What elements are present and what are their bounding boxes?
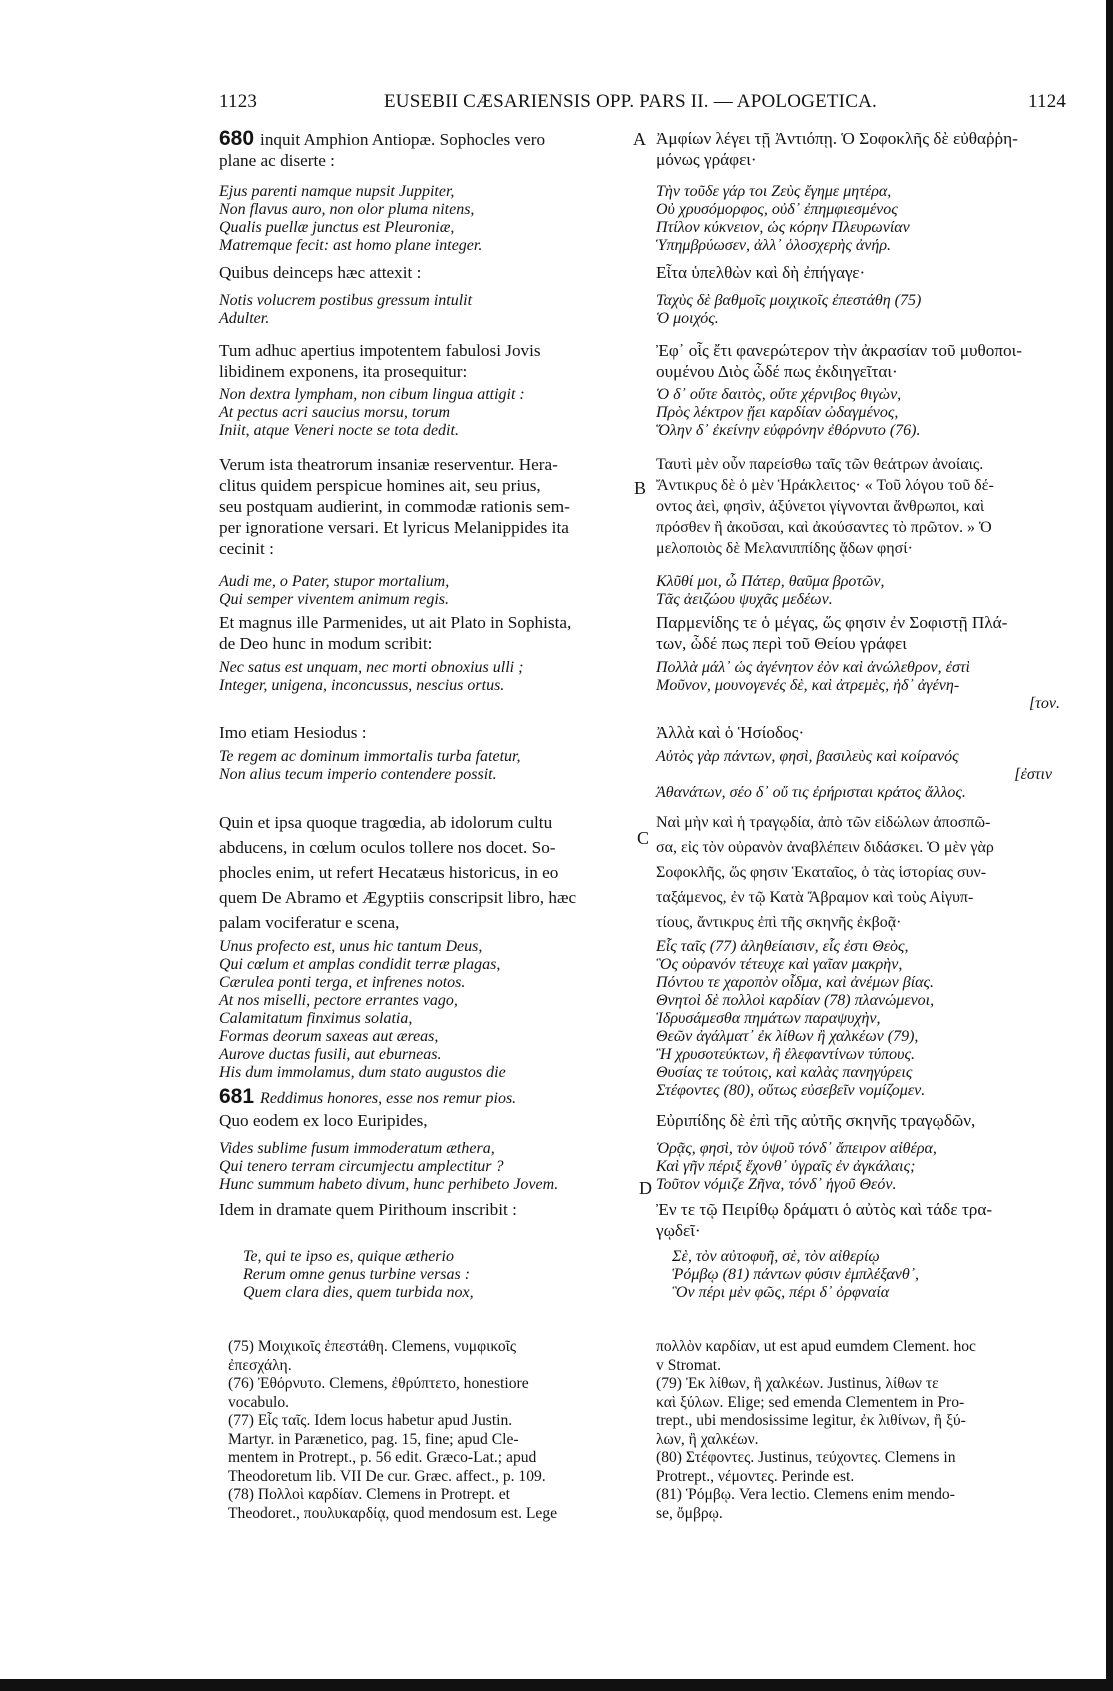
greek-verse-line: Ὑπημβρύωσεν, ἀλλ᾽ ὁλοσχερὴς ἀνήρ. [656,237,892,254]
greek-verse-line: Ἀθανάτων, σέο δ᾽ οὔ τις ἐρήρισται κράτος ἄλλος. [656,784,966,801]
greek-verse-line: Τᾶς ἀειζώου ψυχᾶς μεδέων. [656,591,833,608]
greek-verse-line: Ὃς οὐρανόν τέτευχε καὶ γαῖαν μακρὴν, [656,956,903,973]
latin-verse-line: Calamitatum finximus solatia, [219,1010,413,1027]
latin-block-2 [219,262,629,283]
latin-verse-line: At pectus acri saucius morsu, torum [219,404,451,421]
latin-verse-line: Ejus parenti namque nupsit Juppiter, [219,183,455,200]
latin-verse-line: Formas deorum saxeas aut æreas, [219,1028,439,1045]
latin-line: Et magnus ille Parmenides, ut ait Plato in Sophista, [219,613,572,632]
latin-verse-line: Cærulea ponti terga, et infrenes notos. [219,974,466,991]
greek-line: ταξάμενος, ἐν τῷ Κατὰ Ἄβραμον καὶ τοὺς Αἰγυπ- [656,889,974,906]
latin-verse-9 [243,1248,653,1302]
margin-letter-c: C [637,828,650,848]
footnote-line: se, ὄμβρῳ. [656,1504,723,1522]
latin-verse-line: Notis volucrem postibus gressum intulit [219,292,473,309]
latin-verse-line: Non flavus auro, non olor pluma nitens, [219,201,475,218]
greek-verse-line: Μοῦνον, μουνογενές δὲ, καὶ ἀτρεμὲς, ἠδ᾽ ἀγένη- [656,677,960,694]
greek-block-1 [656,128,1072,170]
latin-line: palam vociferatur e scena, [219,913,400,932]
greek-line: Ναὶ μὴν καὶ ἡ τραγῳδία, ἀπὸ τῶν εἰδώλων ἀποσπῶ- [656,814,991,831]
latin-verse-2 [219,292,629,328]
greek-line: ουμένου Διὸς ὧδέ πως ἐκδιηγεῖται· [656,362,898,381]
greek-verse-line: Στέφοντες (80), οὕτως εὐσεβεῖν νομίζομεν. [656,1082,926,1099]
latin-verse-line: Hunc summum habeto divum, hunc perhibeto Jovem. [219,1176,559,1193]
greek-verse-line: Σὲ, τὸν αὐτοφυῆ, σὲ, τὸν αἰθερίῳ [672,1248,880,1265]
greek-line: μελοποιὸς δὲ Μελανιππίδης ᾄδων φησί· [656,540,913,557]
latin-verse-line: Rerum omne genus turbine versas : [243,1266,471,1283]
latin-verse-line: Non dextra lympham, non cibum lingua attigit : [219,386,525,403]
footnote-line: mentem in Protrept., p. 56 edit. Græco-Lat.; apud [228,1449,537,1466]
latin-line: libidinem exponens, ita prosequitur: [219,362,468,381]
greek-block-2 [656,262,1072,283]
scan-edge-bottom [0,1679,1113,1691]
latin-verse-3 [219,386,629,440]
greek-verse-3 [656,386,1072,440]
greek-verse-line: Οὐ χρυσόμορφος, οὐδ᾽ ἐπημφιεσμένος [656,201,898,218]
greek-verse-line: Πτίλον κύκνειον, ὡς κόρην Πλευρωνίαν [656,219,910,236]
latin-block-6 [219,722,629,743]
greek-verse-line: Ὁρᾷς, φησὶ, τὸν ὑψοῦ τόνδ᾽ ἄπειρον αἰθέρα, [656,1140,937,1157]
greek-verse-9 [672,1248,1088,1302]
greek-verse-line: Ἱδρυσάμεσθα πημάτων παραψυχὴν, [656,1010,881,1027]
latin-verse-line: Reddimus honores, esse nos remur pios. [260,1090,517,1107]
greek-line: οντος ἀεὶ, φησὶν, ἀξύνετοι γίγνονται ἄνθρωποι, καὶ [656,498,985,515]
footnote-line: (81) Ῥόμβῳ. Vera lectio. Clemens enim mendo- [656,1486,955,1503]
latin-verse-line: Integer, unigena, inconcussus, nescius ortus. [219,677,505,694]
column-number-681: 681 [219,1085,255,1108]
greek-verse-line: Ταχὺς δὲ βαθμοῖς μοιχικοῖς ἐπεστάθη (75) [656,292,922,309]
greek-line: Ἄντικρυς δὲ ὁ μὲν Ἡράκλειτος· « Τοῦ λόγου τοῦ δέ- [656,477,994,494]
latin-line: Quo eodem ex loco Euripides, [219,1111,428,1130]
footnote-line: Theodoretum lib. VII De cur. Græc. affect., p. 109. [228,1467,546,1485]
greek-verse-line: Θνητοὶ δὲ πολλοὶ καρδίαν (78) πλανώμενοι, [656,992,935,1009]
footnote-line: Theodoret., πουλυκαρδίᾳ, quod mendosum est. Lege [228,1504,558,1522]
latin-verse-5 [219,659,629,695]
footnote-line: καὶ ξύλων. Elige; sed emenda Clementem in Pro- [656,1393,965,1411]
greek-line: Παρμενίδης τε ὁ μέγας, ὥς φησιν ἐν Σοφιστῇ Πλά- [656,613,1008,632]
latin-verse-line: At nos miselli, pectore errantes vago, [219,992,458,1009]
latin-line: cecinit : [219,539,274,558]
latin-line: per ignoratione versari. Et lyricus Melanippides ita [219,518,569,537]
greek-verse-line: Ὁ δ᾽ οὔτε δαιτὸς, οὔτε χέρνιβος θιγὼν, [656,386,902,403]
greek-line: γῳδεῖ· [656,1221,701,1240]
greek-verse-line: Εἷς ταῖς (77) ἀληθείαισιν, εἷς ἐστι Θεὸς, [656,938,909,955]
footnote-line: (75) Μοιχικοῖς ἐπεστάθη. Clemens, νυμφικοῖς [228,1338,517,1355]
greek-verse-6 [656,748,1072,802]
scan-edge-right [1106,0,1113,1691]
greek-block-6 [656,722,1072,743]
latin-block-8 [219,1110,629,1131]
latin-line: Verum ista theatrorum insaniæ reserventur. Hera- [219,455,558,474]
latin-line: inquit Amphion Antiopæ. Sophocles vero [260,130,546,149]
latin-verse-line: Te, qui te ipso es, quique ætherio [243,1248,454,1265]
latin-block-3 [219,340,629,382]
footnote-line: λων, ἢ χαλκέων. [656,1430,759,1448]
latin-verse-7 [219,938,629,1082]
latin-verse-line: Non alius tecum imperio contendere possit. [219,766,497,783]
greek-verse-line: Ὅλην δ᾽ ἐκείνην εὐφρόνην ἐθόρνυτο (76). [656,422,921,439]
greek-verse-line: [τον. [1028,695,1060,712]
footnote-line: ἐπεσχάλη. [228,1356,292,1374]
footnote-line: (76) Ἐθόρνυτο. Clemens, ἐθρύπτετο, honestiore [228,1375,529,1392]
greek-verse-7 [656,938,1072,1100]
latin-line: de Deo hunc in modum scribit: [219,634,433,653]
greek-verse-line: Καὶ γῆν πέριξ ἔχονθ᾽ ὑγραῖς ἐν ἀγκάλαις; [656,1158,916,1175]
greek-block-3 [656,340,1072,382]
greek-block-8 [656,1110,1072,1131]
greek-verse-line: Τὴν τοῦδε γάρ τοι Ζεὺς ἔγημε μητέρα, [656,183,892,200]
margin-letter-b: B [634,478,647,498]
greek-line: Ἐφ᾽ οἷς ἔτι φανερώτερον τὴν ἀκρασίαν τοῦ μυθοποι- [656,341,1022,360]
greek-block-9 [656,1199,1072,1241]
greek-block-5 [656,612,1072,654]
greek-line: Ἐν τε τῷ Πειρίθῳ δράματι ὁ αὐτὸς καὶ τάδε τρα- [656,1200,993,1219]
greek-block-7 [656,810,1072,935]
latin-line: abducens, in cœlum oculos tollere nos docet. So- [219,838,556,857]
footnote-line: v Stromat. [656,1356,721,1374]
margin-letter-d: D [639,1178,652,1198]
greek-verse-line: Κλῦθί μοι, ὦ Πάτερ, θαῦμα βροτῶν, [656,573,885,590]
latin-block-4 [219,454,629,559]
footnote-line: Martyr. in Parænetico, pag. 15, fine; apud Cle- [228,1430,519,1448]
footnotes-right [656,1338,1066,1523]
latin-line: Imo etiam Hesiodus : [219,723,367,742]
latin-block-5 [219,612,629,654]
greek-verse-5 [656,659,1072,713]
latin-verse-line: Qualis puellæ junctus est Pleuroniæ, [219,219,455,236]
latin-block-9 [219,1199,629,1220]
greek-line: Εὐριπίδης δὲ ἐπὶ τῆς αὐτῆς σκηνῆς τραγῳδῶν, [656,1111,976,1130]
greek-line: πρόσθεν ἢ ἀκοῦσαι, καὶ ἀκούσαντες τὸ πρῶτον. » Ὁ [656,519,992,536]
latin-block-7 [219,810,629,935]
greek-verse-line: Πρὸς λέκτρον ᾔει καρδίαν ὠδαγμένος, [656,404,899,421]
greek-line: Ταυτὶ μὲν οὖν παρείσθω ταῖς τῶν θεάτρων ἀνοίαις. [656,456,984,473]
footnote-line: (80) Στέφοντες. Justinus, τεύχοντες. Clemens in [656,1449,956,1466]
running-title: EUSEBII CÆSARIENSIS OPP. PARS II. — APOLOGETICA. [384,91,877,112]
latin-verse-line: Qui cœlum et amplas condidit terræ plagas, [219,956,501,973]
latin-verse-line: Te regem ac dominum immortalis turba fatetur, [219,748,521,765]
footnote-line: trept., ubi mendosissime legitur, ἐκ λιθίνων, ἢ ξύ- [656,1412,966,1429]
latin-verse-line: Adulter. [219,310,270,327]
page-number-right: 1124 [1028,91,1067,112]
greek-verse-1 [656,183,1072,255]
latin-verse-line: Iniit, atque Veneri nocte se tota dedit. [219,422,459,439]
footnote-line: (78) Πολλοὶ καρδίαν. Clemens in Protrept. et [228,1486,510,1503]
latin-verse-line: Qui tenero terram circumjectu amplectitur ? [219,1158,504,1175]
greek-line: σα, εἰς τὸν οὐρανὸν ἀναβλέπειν διδάσκει. Ὁ μὲν γὰρ [656,839,994,856]
latin-verse-7-last [219,1086,629,1108]
latin-block-1 [219,128,629,171]
latin-line: phocles enim, ut refert Hecatæus historicus, in eo [219,863,559,882]
latin-line: Quibus deinceps hæc attexit : [219,263,422,282]
greek-verse-line: Θεῶν ἀγάλματ᾽ ἐκ λίθων ἢ χαλκέων (79), [656,1028,919,1045]
latin-line: Quin et ipsa quoque tragœdia, ab idolorum cultu [219,813,553,832]
latin-verse-line: Audi me, o Pater, stupor mortalium, [219,573,450,590]
greek-verse-line: Ὃν πέρι μὲν φῶς, πέρι δ᾽ ὀρφναία [672,1284,890,1301]
latin-line: seu postquam audierint, in commodæ rationis sem- [219,497,570,516]
greek-line: Ἀλλὰ καὶ ὁ Ἡσίοδος· [656,723,805,742]
greek-line: Εἶτα ὑπελθὼν καὶ δὴ ἐπήγαγε· [656,263,866,282]
latin-verse-4 [219,573,629,609]
greek-verse-2 [656,292,1072,328]
greek-line: Σοφοκλῆς, ὥς φησιν Ἑκαταῖος, ὁ τὰς ἱστορίας συν- [656,864,987,881]
page-number-left: 1123 [219,91,258,112]
latin-verse-line: His dum immolamus, dum stato augustos die [219,1064,506,1081]
greek-line: των, ὧδέ πως περὶ τοῦ Θείου γράφει [656,634,907,653]
latin-verse-line: Nec satus est unquam, nec morti obnoxius ulli ; [219,659,524,676]
greek-verse-line: Ἢ χρυσοτεύκτων, ἢ ἐλεφαντίνων τύπους. [656,1046,916,1063]
greek-verse-8 [656,1140,1072,1194]
latin-verse-line: Vides sublime fusum immoderatum æthera, [219,1140,495,1157]
latin-verse-6 [219,748,629,784]
latin-verse-line: Matremque fecit: ast homo plane integer. [219,237,483,254]
column-number-680: 680 [219,127,255,150]
latin-line: clitus quidem perspicue homines ait, seu prius, [219,476,541,495]
greek-verse-line: Πόντου τε χαροπὸν οἶδμα, καὶ ἀνέμων βίας. [656,974,935,991]
margin-letter-a: A [633,129,646,149]
latin-line: Tum adhuc apertius impotentem fabulosi Jovis [219,341,541,360]
greek-block-4 [656,454,1072,559]
footnotes-left [228,1338,626,1523]
greek-verse-line: Ὁ μοιχός. [656,310,719,327]
latin-verse-line: Qui semper viventem animum regis. [219,591,450,608]
footnote-line: πολλὸν καρδίαν, ut est apud eumdem Clement. hoc [656,1338,976,1355]
greek-verse-line: Θυσίας τε τούτοις, καὶ καλὰς πανηγύρεις [656,1064,913,1081]
greek-verse-4 [656,573,1072,609]
greek-line: Ἀμφίων λέγει τῇ Ἀντιόπῃ. Ὁ Σοφοκλῆς δὲ εὐθαῤῥη- [656,129,1018,148]
greek-verse-line: Αὐτὸς γὰρ πάντων, φησὶ, βασιλεὺς καὶ κοίρανός [656,748,959,765]
latin-verse-8 [219,1140,629,1194]
latin-line: plane ac diserte : [219,151,335,170]
greek-line: μόνως γράφει· [656,150,757,169]
latin-verse-1 [219,183,629,255]
latin-verse-line: Aurove ductas fusili, aut eburneas. [219,1046,442,1063]
footnote-line: (77) Εἷς ταῖς. Idem locus habetur apud Justin. [228,1412,513,1429]
footnote-line: Protrept., νέμοντες. Perinde est. [656,1467,855,1485]
greek-line: τίους, ἄντικρυς ἐπὶ τῆς σκηνῆς ἐκβοᾷ· [656,914,902,931]
greek-verse-line: [ἐστιν [1014,766,1052,783]
latin-verse-line: Quem clara dies, quem turbida nox, [243,1284,474,1301]
greek-verse-line: Πολλὰ μάλ᾽ ὡς ἀγένητον ἐὸν καὶ ἀνώλεθρον, ἐστὶ [656,659,970,676]
footnote-line: vocabulo. [228,1393,290,1411]
latin-line: Idem in dramate quem Pirithoum inscribit : [219,1200,517,1219]
greek-verse-line: Τοῦτον νόμιζε Ζῆνα, τόνδ᾽ ἡγοῦ Θεόν. [656,1176,897,1193]
footnote-line: (79) Ἐκ λίθων, ἢ χαλκέων. Justinus, λίθων τε [656,1375,939,1392]
latin-line: quem De Abramo et Ægyptiis conscripsit libro, hæc [219,888,577,907]
latin-verse-line: Unus profecto est, unus hic tantum Deus, [219,938,483,955]
greek-verse-line: Ῥόμβῳ (81) πάντων φύσιν ἐμπλέξανθ᾽, [672,1266,920,1283]
